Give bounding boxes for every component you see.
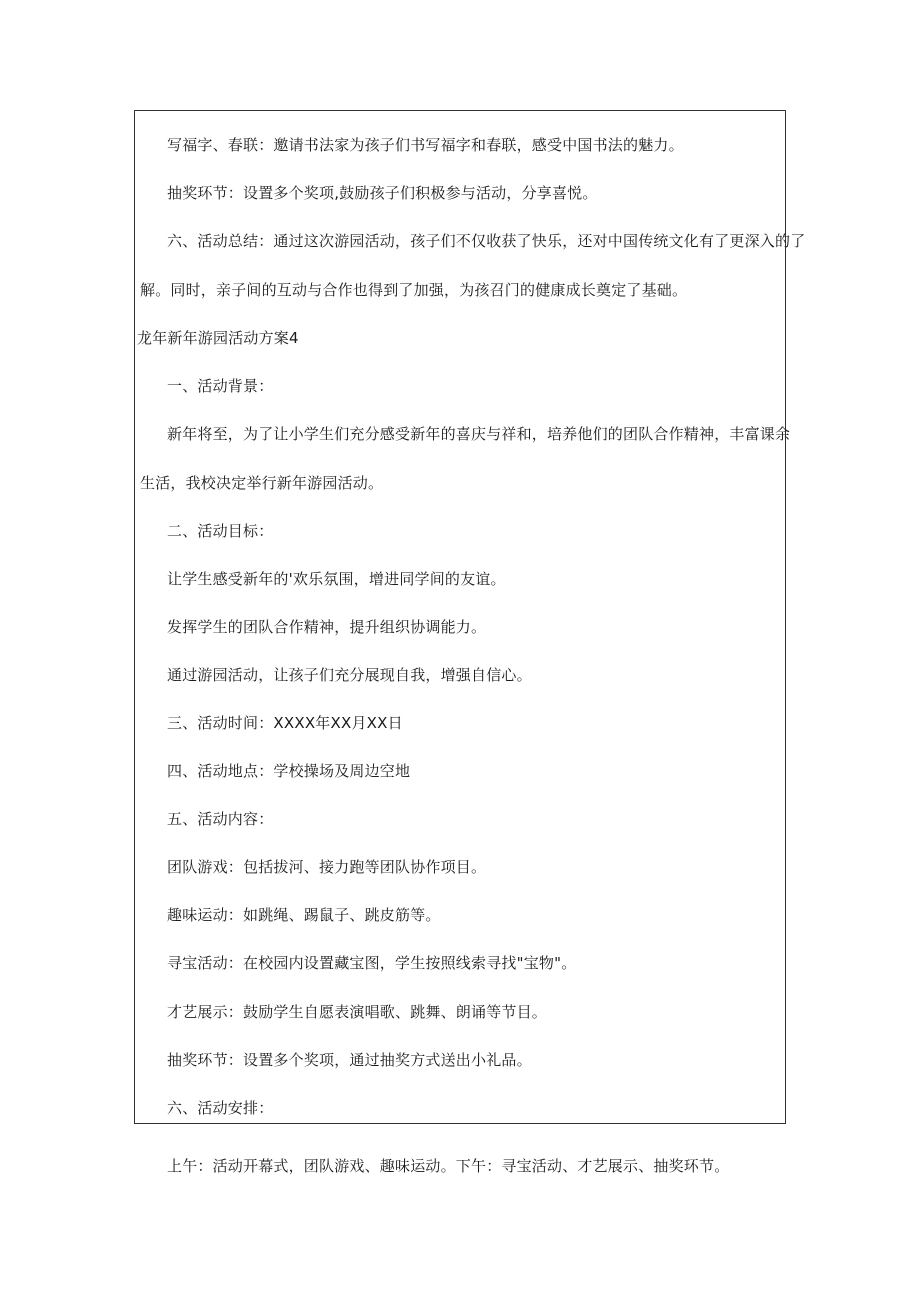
heading-schedule: 六、活动安排： <box>167 1099 274 1117</box>
schedule-details: 上午：活动开幕式，团队游戏、趣味运动。下午：寻宝活动、才艺展示、抽奖环节。 <box>167 1157 730 1175</box>
heading-location: 四、活动地点：学校操场及周边空地 <box>167 762 411 780</box>
content-item: 团队游戏：包括拔河、接力跑等团队协作项目。 <box>167 858 487 876</box>
goal-item: 通过游园活动，让孩子们充分展现自我，增强自信心。 <box>167 666 532 684</box>
paragraph-background-continued: 生活，我校决定举行新年游园活动。 <box>140 474 384 492</box>
content-item: 抽奖环节：设置多个奖项，通过抽奖方式送出小礼品。 <box>167 1051 532 1069</box>
content-item: 才艺展示：鼓励学生自愿表演唱歌、跳舞、朗诵等节目。 <box>167 1003 548 1021</box>
paragraph-calligraphy: 写福字、春联：邀请书法家为孩子们书写福字和春联，感受中国书法的魅力。 <box>167 136 684 154</box>
goal-item: 发挥学生的团队合作精神，提升组织协调能力。 <box>167 618 487 636</box>
heading-background: 一、活动背景： <box>167 377 274 395</box>
heading-content: 五、活动内容： <box>167 810 274 828</box>
section-title: 龙年新年游园活动方案4 <box>137 329 299 347</box>
heading-time: 三、活动时间：XXXX年XX月XX日 <box>167 714 403 732</box>
goal-item: 让学生感受新年的'欢乐氛围，增进同学间的友谊。 <box>167 570 506 588</box>
content-item: 寻宝活动：在校园内设置藏宝图，学生按照线索寻找"宝物"。 <box>167 954 577 972</box>
paragraph-summary: 六、活动总结：通过这次游园活动，孩子们不仅收获了快乐，还对中国传统文化有了更深入的了 <box>167 232 806 250</box>
content-item: 趣味运动：如跳绳、踢鼠子、跳皮筋等。 <box>167 906 441 924</box>
paragraph-summary-continued: 解。同时，亲子间的互动与合作也得到了加强，为孩召门的健康成长奠定了基础。 <box>140 281 688 299</box>
heading-goals: 二、活动目标： <box>167 522 274 540</box>
paragraph-lottery: 抽奖环节：设置多个奖项,鼓励孩子们积极参与活动，分享喜悦。 <box>167 184 598 202</box>
paragraph-background: 新年将至，为了让小学生们充分感受新年的喜庆与祥和，培养他们的团队合作精神，丰富课余 <box>167 425 791 443</box>
